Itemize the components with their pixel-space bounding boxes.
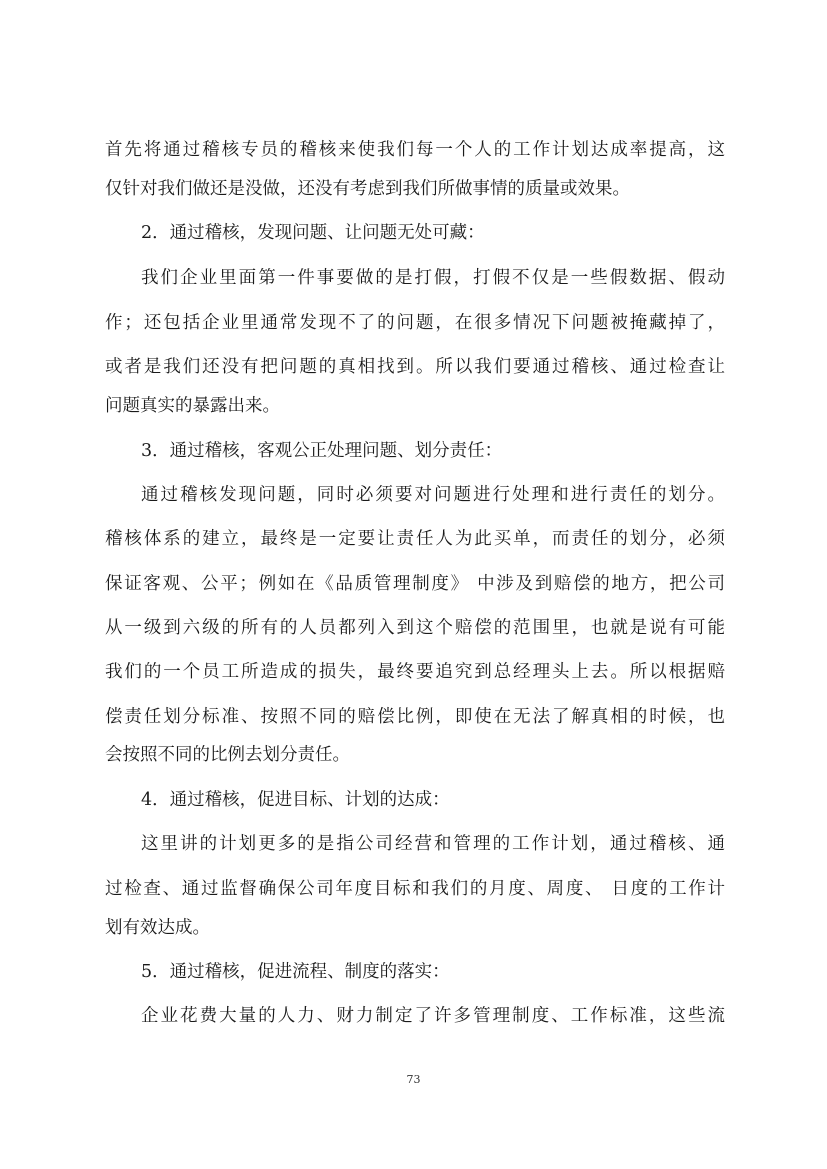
text-line: 过检查、通过监督确保公司年度目标和我们的月度、周度、 日度的工作计 [105, 879, 725, 899]
text-line: 仅针对我们做还是没做，还没有考虑到我们所做事情的质量或效果。 [105, 179, 630, 199]
text-line: 通过稽核发现问题，同时必须要对问题进行处理和进行责任的划分。 [141, 485, 725, 505]
text-line: 会按照不同的比例去划分责任。 [105, 745, 350, 765]
text-line: 偿责任划分标准、按照不同的赔偿比例，即使在无法了解真相的时候，也 [105, 707, 725, 727]
text-line: 稽核体系的建立，最终是一定要让责任人为此买单，而责任的划分，必须 [105, 529, 725, 549]
text-line: 首先将通过稽核专员的稽核来使我们每一个人的工作计划达成率提高，这 [105, 140, 725, 160]
text-line: 我们的一个员工所造成的损失，最终要追究到总经理头上去。所以根据赔 [105, 662, 725, 682]
text-line: 划有效达成。 [105, 918, 210, 938]
text-line: 问题真实的暴露出来。 [105, 396, 280, 416]
text-line: 企业花费大量的人力、财力制定了许多管理制度、工作标准，这些流 [141, 1006, 725, 1026]
text-line: 我们企业里面第一件事要做的是打假，打假不仅是一些假数据、假动 [141, 268, 725, 288]
text-line: 或者是我们还没有把问题的真相找到。所以我们要通过稽核、通过检查让 [105, 357, 725, 377]
text-line: 作；还包括企业里通常发现不了的问题，在很多情况下问题被掩藏掉了， [105, 313, 725, 333]
text-line: 从一级到六级的所有的人员都列入到这个赔偿的范围里，也就是说有可能 [105, 618, 725, 638]
section-heading-4: 4．通过稽核，促进目标、计划的达成： [141, 790, 450, 810]
section-heading-2: 2．通过稽核，发现问题、让问题无处可藏： [141, 223, 485, 243]
page-number: 73 [406, 1073, 421, 1086]
text-line: 这里讲的计划更多的是指公司经营和管理的工作计划，通过稽核、通 [141, 834, 725, 854]
section-heading-3: 3．通过稽核，客观公正处理问题、划分责任： [141, 441, 503, 461]
section-heading-5: 5．通过稽核，促进流程、制度的落实： [141, 962, 450, 982]
text-line: 保证客观、公平；例如在《品质管理制度》 中涉及到赔偿的地方，把公司 [105, 574, 725, 594]
